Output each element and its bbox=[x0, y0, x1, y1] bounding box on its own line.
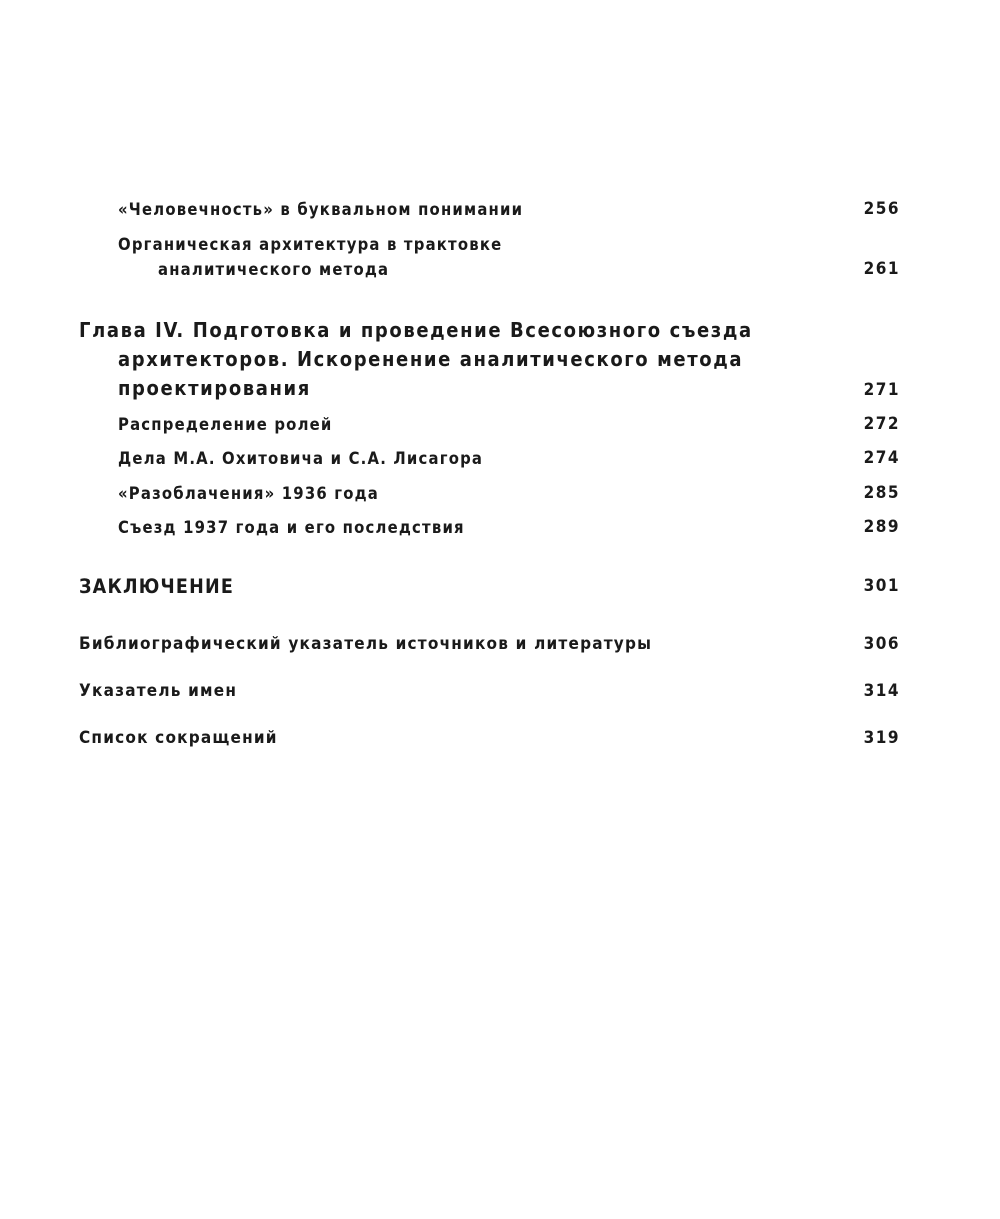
toc-entry-page: 256 bbox=[863, 199, 900, 219]
toc-entry-page: 285 bbox=[863, 483, 900, 503]
toc-entry-title-line: архитекторов. Искоренение аналитического метода bbox=[118, 347, 744, 371]
toc-entry-page: 274 bbox=[863, 448, 900, 468]
toc-entry-title: «Разоблачения» 1936 года bbox=[118, 484, 380, 503]
toc-entry-title-line: Глава IV. Подготовка и проведение Всесоюзного съезда bbox=[79, 318, 753, 342]
toc-entry-page: 271 bbox=[863, 380, 900, 400]
toc-entry-title: Библиографический указатель источников и литературы bbox=[79, 634, 653, 654]
toc-entry-title-line: Органическая архитектура в трактовке bbox=[118, 235, 503, 254]
toc-entry-title: Дела М.А. Охитовича и С.А. Лисагора bbox=[118, 449, 484, 468]
toc-entry-title: Список сокращений bbox=[79, 728, 278, 748]
toc-entry-title: «Человечность» в буквальном понимании bbox=[118, 200, 524, 219]
toc-entry-title: Распределение ролей bbox=[118, 415, 333, 434]
toc-entry-title: Съезд 1937 года и его последствия bbox=[118, 518, 465, 537]
toc-entry-page: 306 bbox=[863, 634, 900, 654]
toc-entry-page: 314 bbox=[863, 681, 900, 701]
toc-entry-title: Указатель имен bbox=[79, 681, 238, 701]
toc-entry-title bbox=[79, 316, 753, 403]
toc-entry-page: 261 bbox=[863, 259, 900, 279]
toc-entry-page: 289 bbox=[863, 517, 900, 537]
toc-entry-title-line: проектирования bbox=[118, 376, 311, 400]
toc-entry-title-line: аналитического метода bbox=[158, 260, 390, 279]
toc-entry-page: 272 bbox=[863, 414, 900, 434]
toc-entry-title: ЗАКЛЮЧЕНИЕ bbox=[79, 575, 235, 598]
toc-entry-page: 301 bbox=[863, 576, 900, 596]
toc-entry-title bbox=[118, 232, 502, 282]
toc-entry-page: 319 bbox=[863, 728, 900, 748]
